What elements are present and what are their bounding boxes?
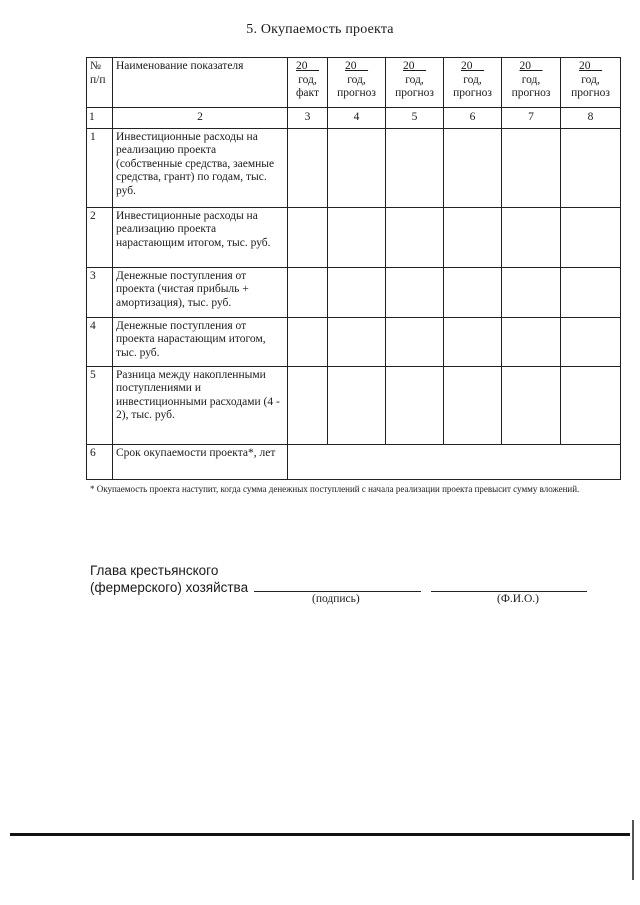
- value-cell[interactable]: [561, 207, 621, 267]
- row-number: 5: [87, 366, 113, 444]
- value-cell[interactable]: [502, 366, 561, 444]
- value-cell[interactable]: [561, 366, 621, 444]
- value-cell[interactable]: [328, 128, 386, 207]
- year-type: факт: [295, 87, 320, 99]
- value-cell[interactable]: [288, 128, 328, 207]
- header-year-3: [386, 58, 444, 108]
- year-type: прогноз: [453, 87, 492, 99]
- value-cell[interactable]: [444, 366, 502, 444]
- year-placeholder: 20__: [403, 60, 426, 72]
- column-index: 1: [87, 108, 113, 129]
- row-indicator-name: Денежные поступления от проекта нарастающим итогом, тыс. руб.: [113, 317, 288, 366]
- header-year-6: [561, 58, 621, 108]
- value-cell[interactable]: [386, 128, 444, 207]
- table-row: [87, 366, 621, 444]
- year-word: год,: [347, 73, 366, 86]
- value-cell[interactable]: [288, 366, 328, 444]
- full-name-caption: (Ф.И.О.): [497, 593, 539, 605]
- signature-caption: (подпись): [312, 593, 360, 605]
- table-row: [87, 207, 621, 267]
- row-indicator-name: Срок окупаемости проекта*, лет: [113, 444, 288, 479]
- table-row: [87, 267, 621, 317]
- value-cell[interactable]: [386, 366, 444, 444]
- header-year-5: [502, 58, 561, 108]
- scan-edge-mark: [632, 820, 634, 880]
- column-index: 2: [113, 108, 288, 129]
- page-title: 5. Окупаемость проекта: [246, 22, 394, 37]
- year-placeholder: 20__: [345, 60, 368, 72]
- year-word: год,: [405, 73, 424, 86]
- payback-table: [86, 57, 621, 480]
- year-placeholder: 20__: [296, 60, 319, 72]
- value-cell[interactable]: [444, 317, 502, 366]
- column-index: 5: [386, 108, 444, 129]
- value-cell[interactable]: [288, 207, 328, 267]
- row-indicator-name: Денежные поступления от проекта (чистая прибыль + амортизация), тыс. руб.: [113, 267, 288, 317]
- column-index: 6: [444, 108, 502, 129]
- value-cell[interactable]: [502, 128, 561, 207]
- value-cell[interactable]: [561, 317, 621, 366]
- scan-border-line: [10, 833, 630, 836]
- value-cell[interactable]: [328, 366, 386, 444]
- year-placeholder: 20__: [519, 60, 543, 72]
- year-type: прогноз: [571, 87, 610, 99]
- value-cell[interactable]: [328, 267, 386, 317]
- row-indicator-name: Инвестиционные расходы на реализацию проекта (собственные средства, заемные средства, грант) по годам, тыс. руб.: [113, 128, 288, 207]
- value-cell[interactable]: [386, 267, 444, 317]
- full-name-line[interactable]: [431, 591, 587, 592]
- value-cell[interactable]: [386, 317, 444, 366]
- row-number: 1: [87, 128, 113, 207]
- header-name: Наименование показателя: [113, 58, 288, 108]
- payback-period-value-cell[interactable]: [288, 444, 621, 479]
- year-word: год,: [581, 73, 600, 86]
- column-index: 4: [328, 108, 386, 129]
- value-cell[interactable]: [328, 207, 386, 267]
- year-type: прогноз: [511, 87, 551, 99]
- column-index: 3: [288, 108, 328, 129]
- row-number: 3: [87, 267, 113, 317]
- value-cell[interactable]: [502, 207, 561, 267]
- value-cell[interactable]: [502, 267, 561, 317]
- table-row: [87, 317, 621, 366]
- table-header-row: [87, 58, 621, 108]
- value-cell[interactable]: [502, 317, 561, 366]
- year-placeholder: 20__: [461, 60, 484, 72]
- signature-role-line-1: Глава крестьянского: [90, 563, 219, 578]
- row-number: 6: [87, 444, 113, 479]
- row-number: 4: [87, 317, 113, 366]
- column-index: 8: [561, 108, 621, 129]
- year-word: год,: [463, 73, 482, 86]
- column-index: 7: [502, 108, 561, 129]
- year-word: год,: [521, 73, 541, 86]
- row-indicator-name: Разница между накопленными поступлениями и инвестиционными расходами (4 - 2), тыс. руб.: [113, 366, 288, 444]
- signature-role-line-2: (фермерского) хозяйства: [90, 580, 249, 595]
- row-indicator-name: Инвестиционные расходы на реализацию проекта нарастающим итогом, тыс. руб.: [113, 207, 288, 267]
- value-cell[interactable]: [328, 317, 386, 366]
- header-year-1: [288, 58, 328, 108]
- value-cell[interactable]: [561, 267, 621, 317]
- value-cell[interactable]: [444, 267, 502, 317]
- table-row: [87, 128, 621, 207]
- year-type: прогноз: [395, 87, 434, 99]
- table-row: [87, 444, 621, 479]
- value-cell[interactable]: [386, 207, 444, 267]
- footnote: * Окупаемость проекта наступит, когда сумма денежных поступлений с начала реализации проекта превысит сумму вложений.: [90, 484, 580, 494]
- year-word: год,: [298, 73, 317, 86]
- value-cell[interactable]: [288, 317, 328, 366]
- column-index-row: [87, 108, 621, 129]
- value-cell[interactable]: [288, 267, 328, 317]
- value-cell[interactable]: [444, 128, 502, 207]
- header-year-4: [444, 58, 502, 108]
- header-year-2: [328, 58, 386, 108]
- signature-line[interactable]: [254, 591, 421, 592]
- value-cell[interactable]: [444, 207, 502, 267]
- row-number: 2: [87, 207, 113, 267]
- year-placeholder: 20__: [579, 60, 602, 72]
- year-type: прогноз: [337, 87, 376, 99]
- header-num: № п/п: [87, 58, 113, 108]
- value-cell[interactable]: [561, 128, 621, 207]
